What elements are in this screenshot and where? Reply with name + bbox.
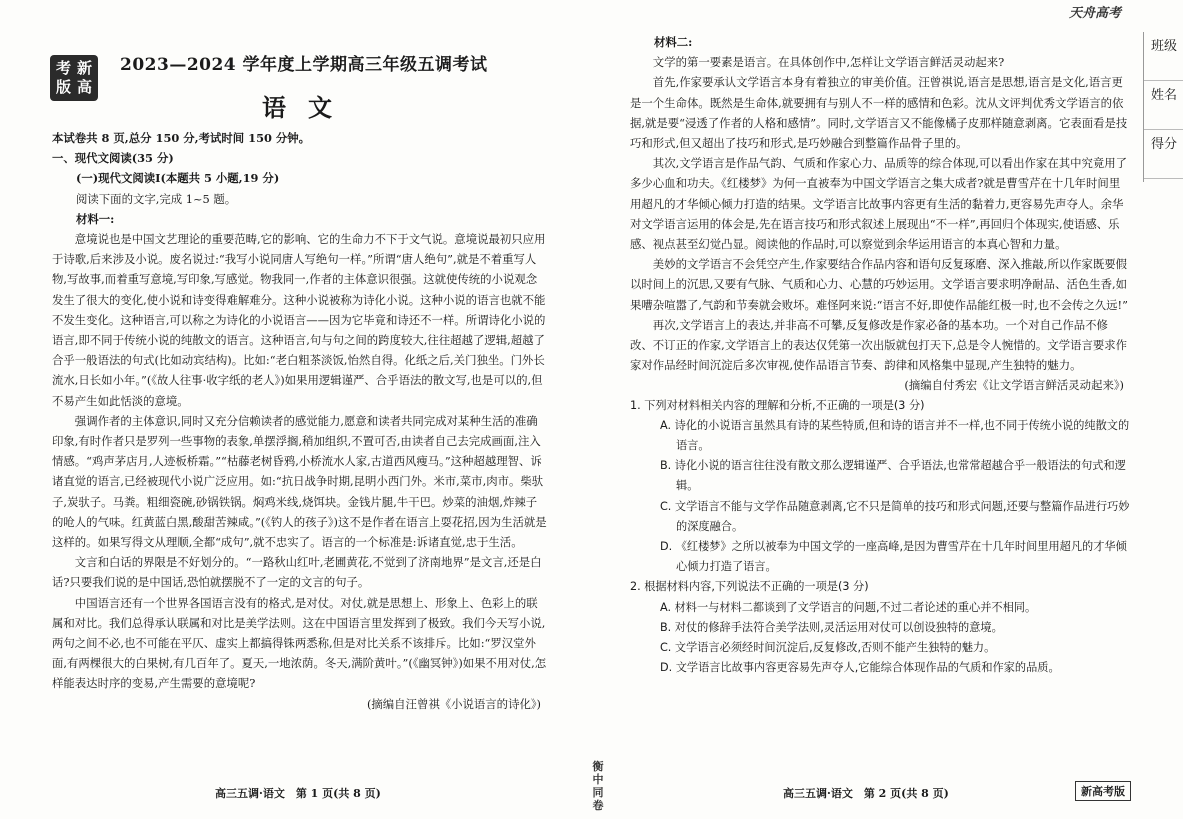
subsection-heading: (一)现代文阅读Ⅰ(本题共 5 小题,19 分): [76, 171, 280, 186]
right-page: [600, 0, 1183, 819]
question-2-option-d: D. 文学语言比故事内容更容易先声夺人,它能综合体现作品的气质和作家的品质。: [660, 661, 1060, 675]
class-field-label: 班级: [1144, 32, 1183, 81]
question-1: 1. 下列对材料相关内容的理解和分析,不正确的一项是(3 分): [630, 398, 925, 412]
brand-logo: 天舟高考: [1068, 6, 1121, 21]
paragraph: 强调作者的主体意识,同时又充分信赖读者的感觉能力,愿意和读者共同完成对某种生活的准确印象,有时作者只是罗列一些事物的表象,单摆浮搁,稍加组织,不置可否,由读者自己去完成画面,注入情感。“鸡声茅店月,人迹板桥霜。”“枯藤老树昏鸦,小桥流水人家,古道西风瘦马。”这种超越理智、诉诸直觉的语言,已经被现代小说广泛应用。如:“抗日战争时期,昆明小西门外。米市,菜市,肉市。柴驮子,炭驮子。马粪。粗细瓷碗,砂锅铁锅。焖鸡米线,烧饵块。金钱片腿,牛干巴。炒菜的油烟,炸辣子的呛人的气味。红黄蓝白黑,酸甜苦辣咸。”(《钓人的孩子》)这不是作者在语言上耍花招,因为生活就是这样的。如果写得文从理顺,全都“成句”,就不忠实了。语言的一个标准是:诉诸直觉,忠于生活。: [52, 413, 547, 550]
center-stamp: 衡中同卷: [592, 760, 604, 812]
section-heading: 一、现代文阅读(35 分): [52, 151, 174, 166]
paragraph: 首先,作家要承认文学语言本身有着独立的审美价值。汪曾祺说,语言是思想,语言是文化,语言更是一个生命体。既然是生命体,就要拥有与别人不一样的感情和色彩。沈从文评判优秀文学语言的依据,就是要“浸透了作者的人格和感情”。同时,文学语言又不能像橘子皮那样随意剥离。它表面看是技巧和形式,但又超出了技巧和形式,是巧妙融合到整篇作品骨子里的。: [630, 75, 1128, 151]
score-field-label: 得分: [1144, 130, 1183, 179]
paragraph: 文学的第一要素是语言。在具体创作中,怎样让文学语言鲜活灵动起来?: [652, 55, 1005, 70]
question-2-option-b: B. 对仗的修辞手法符合美学法则,灵活运用对仗可以创设独特的意境。: [660, 620, 1003, 634]
question-2-option-c: C. 文学语言必须经时间沉淀后,反复修改,否则不能产生独特的魅力。: [660, 641, 996, 655]
left-text-body: [52, 128, 547, 714]
material-one-label: 材料一:: [76, 211, 115, 226]
material-two-label: 材料二:: [654, 35, 693, 49]
paragraph: 文言和白话的界限是不好划分的。“一路秋山红叶,老圃黄花,不觉到了济南地界”是文言,还是白话?只要我们说的是中国话,恐怕就摆脱不了一定的文言的句子。: [52, 555, 542, 590]
name-field-label: 姓名: [1144, 81, 1183, 130]
new-edition-badge: 考 新 版 高: [50, 55, 98, 101]
paragraph: 中国语言还有一个世界各国语言没有的格式,是对仗。对仗,就是思想上、形象上、色彩上的联属和对比。我们总得承认联属和对比是美学法则。这在中国语言里发挥到了极致。我们今天写小说,两句之间不必,也不可能在平仄、虚实上都搞得铢两悉称,但是对比关系不该排斥。比如:“罗汉堂外面,有两棵很大的白果树,有几百年了。夏天,一地浓荫。冬天,满阶黄叶。”(《幽冥钟》)如果不用对仗,怎样能表达时序的变易,产生需要的意境呢?: [52, 595, 547, 691]
paragraph: 其次,文学语言是作品气韵、气质和作家心力、品质等的综合体现,可以看出作家在其中究竟用了多少心血和功夫。《红楼梦》为何一直被奉为中国文学语言之集大成者?就是曹雪芹在十几年时间里用超凡的才华倾心倾力打造的结果。文学语言比故事内容更有生活的黏着力,更容易先声夺人。余华对文学语言运用的体会是,先在语言技巧和形式叙述上展现出“不一样”,再回归个体现实,使语感、乐感、视点甚至幻觉凸显。阅读他的作品时,可以察觉到余华运用语言的本真心智和力量。: [630, 156, 1128, 252]
question-2: 2. 根据材料内容,下列说法不正确的一项是(3 分): [630, 580, 869, 594]
right-text-body: [630, 32, 1130, 679]
paragraph: 意境说也是中国文艺理论的重要范畴,它的影响、它的生命力不下于文气说。意境说最初只应用于诗歌,后来涉及小说。废名说过:“我写小说同唐人写绝句一样。”所谓“唐人绝句”,就是不着重写人物,写故事,而着重写意境,写印象,写感觉。物我同一,作者的主体意识很强。这就使传统的小说观念发生了很大的变化,使小说和诗变得难解难分。这种小说被称为诗化小说。这种小说的语言也就不能不发生变化。这种语言,可以称之为诗化的小说语言——因为它毕竟和诗还不一样。所谓诗化小说的语言,即不同于传统小说的纯散文的语言。这种语言,句与句之间的跨度较大,往往超越了逻辑,超越了合乎一般语法的句式(比如动宾结构)。比如:“老白粗茶淡饭,怡然自得。化纸之后,关门独坐。门外长流水,日长如小年。”(《故人往事·收字纸的老人》)如果用逻辑谨严、合乎语法的散文写,也是可以的,但不易产生如此恬淡的意境。: [52, 232, 546, 408]
exam-info: 本试卷共 8 页,总分 150 分,考试时间 150 分钟。: [52, 131, 311, 145]
question-1-option-a: A. 诗化的小说语言虽然具有诗的某些特质,但和诗的语言并不一样,也不同于传统小说的纯散文的语言。: [660, 418, 1130, 453]
page-footer: 高三五调·语文 第 1 页(共 8 页): [215, 787, 381, 800]
edition-tag: 新高考版: [1075, 781, 1131, 801]
question-2-option-a: A. 材料一与材料二都谈到了文学语言的问题,不过二者论述的重心并不相同。: [660, 600, 1037, 614]
paragraph: 美妙的文学语言不会凭空产生,作家要结合作品内容和语句反复琢磨、深入推敲,所以作家既要假以时间上的沉思,又要有气脉、气质和心力、心慧的巧妙运用。文学语言要求明净耐品、活色生香,如果嘈杂喧嚣了,气韵和节奏就会败坏。难怪阿来说:“语言不好,即使作品能红极一时,也不会传之久远!”: [630, 257, 1128, 312]
question-1-option-c: C. 文学语言不能与文学作品随意剥离,它不只是简单的技巧和形式问题,还要与整篇作品进行巧妙的深度融合。: [660, 499, 1130, 533]
page-footer: 高三五调·语文 第 2 页(共 8 页): [783, 787, 949, 800]
question-1-option-b: B. 诗化小说的语言往往没有散文那么逻辑谨严、合乎语法,也常常超越合乎一般语法的句式和逻辑。: [660, 459, 1126, 493]
exam-title: 2023—2024 学年度上学期高三年级五调考试: [120, 55, 488, 75]
subject-title: 语文: [262, 93, 354, 122]
source-citation: (摘编自汪曾祺《小说语言的诗化》): [366, 696, 541, 711]
paragraph: 再次,文学语言上的表达,并非高不可攀,反复修改是作家必备的基本功。一个对自己作品不修改、不订正的作家,文学语言上的表达仅凭第一次出版就包打天下,总是令人惋惜的。文学语言要求作家对作品经时间沉淀后多次审视,使作品语言节奏、韵律和风格集中显现,产生独特的魅力。: [630, 317, 1128, 373]
question-1-option-d: D. 《红楼梦》之所以被奉为中国文学的一座高峰,是因为曹雪芹在十几年时间里用超凡的才华倾心倾力打造了语言。: [660, 540, 1127, 574]
instructions: 阅读下面的文字,完成 1~5 题。: [76, 191, 237, 206]
student-info-strip: [1143, 32, 1183, 182]
source-citation: (摘编自付秀宏《让文学语言鲜活灵动起来》): [904, 378, 1124, 393]
